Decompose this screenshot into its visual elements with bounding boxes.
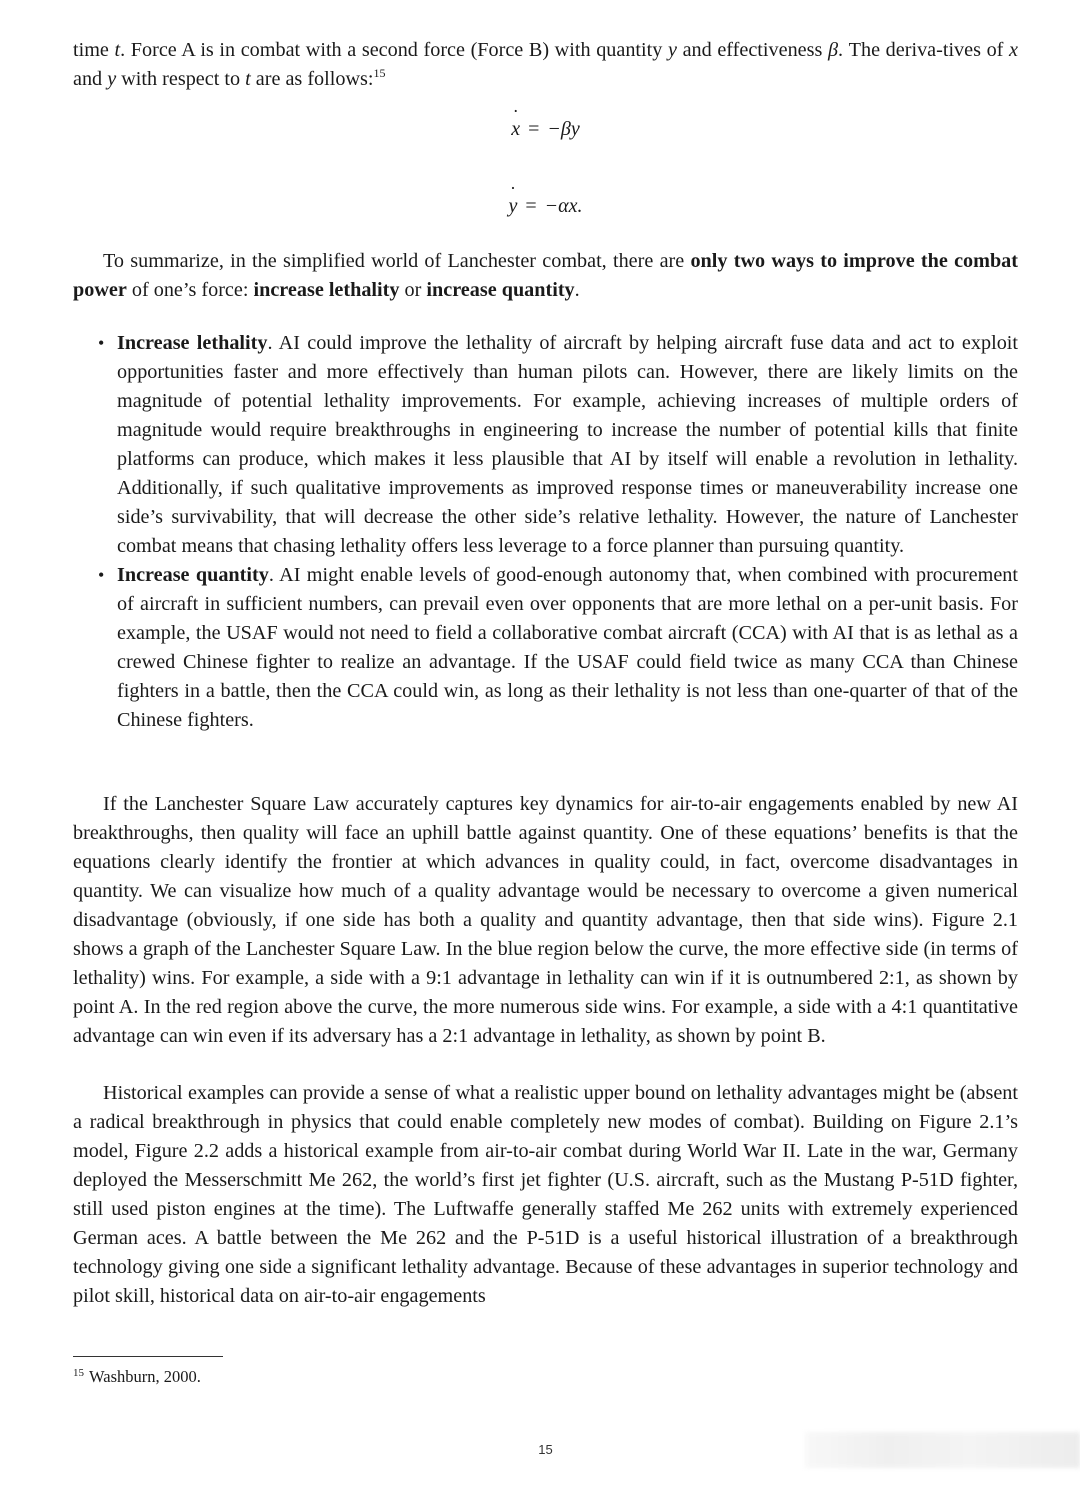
body-paragraph: If the Lanchester Square Law accurately captures key dynamics for air-to-air engagements enabled by new AI breakthroughs, then quality will face an uphill battle against quantity. One of these equations’ benefits is that the equations clearly identify the frontier at which advances in quality could, in fact, overcome disadvantages in quantity. We can visualize how much of a quality advantage would be necessary to overcome a given numerical disadvantage (obviously, if one side has both a quality and quantity advantage, then that side wins). Figure 2.1 shows a graph of the Lanchester Square Law. In the blue region below the curve, the more effective side (in terms of lethality) wins. For example, a side with a 9:1 advantage in lethality can win if it is outnumbered 2:1, as shown by point A. In the red region above the curve, the more numerous side wins. For example, a side with a 4:1 quantitative advantage can win even if its adversary has a 2:1 advantage in lethality, as shown by point B. [73, 793, 1018, 1047]
footnote-number: 15 [73, 1367, 84, 1379]
footnote-divider [73, 1356, 223, 1357]
equation-lhs: ˙ y [508, 195, 517, 218]
intro-text: . Force A is in combat with a second force (Force B) with quantity [120, 39, 668, 61]
variable-t: t [114, 39, 121, 61]
body-paragraph: Historical examples can provide a sense of what a realistic upper bound on lethality advantages might be (absent a radical breakthrough in physics that could enable completely new modes of combat). Building on Figure 2.1’s model, Figure 2.2 adds a historical example from air-to-air combat during World War II. Late in the war, Germany deployed the Messerschmitt Me 262, the world’s first jet fighter (U.S. aircraft, such as the Mustang P-51D fighter, still used piston engines at the time). The Luftwaffe generally staffed Me 262 units with extremely experienced German aces. A battle between the Me 262 and the P-51D is a useful historical illustration of a breakthrough technology giving one side a significant lethality advantage. Because of these advantages in superior technology and pilot skill, historical data on air-to-air engagements [73, 1082, 1018, 1307]
bullet-item-lethality [73, 329, 1018, 561]
summary-text: or [399, 279, 427, 301]
summary-text: of one’s force: [126, 279, 254, 301]
footnote-reference[interactable]: 15 [373, 66, 386, 80]
equation-x-dot [73, 118, 1018, 141]
summary-text: . [574, 279, 580, 301]
variable-beta: β [827, 39, 839, 61]
equation-operator: = [525, 195, 537, 217]
intro-text: and [73, 68, 108, 90]
equation-rhs: −αx. [544, 195, 583, 217]
intro-text: and effectiveness [676, 39, 828, 61]
intro-paragraph [73, 36, 1018, 94]
bullet-item-quantity [73, 561, 1018, 735]
intro-text: with respect to [116, 68, 246, 90]
summary-text: To summarize, in the simplified world of Lanchester combat, there are [103, 250, 691, 272]
equation-lhs: ˙ x [511, 118, 520, 141]
variable-t: t [245, 68, 251, 90]
footnote [73, 1366, 201, 1388]
summary-emphasis: increase lethality [253, 279, 400, 301]
bullet-title: Increase quantity [117, 564, 269, 586]
footnote-text: Washburn, 2000. [89, 1367, 201, 1386]
bullet-title: Increase lethality [117, 332, 268, 354]
variable-y: y [107, 68, 117, 90]
bullet-list [73, 329, 1018, 735]
bullet-body: . AI might enable levels of good-enough autonomy that, when combined with procurement of aircraft in sufficient numbers, can prevail even over opponents that are more lethal on a per-unit basis. For example, the USAF would not need to field a collaborative combat aircraft (CCA) with AI that is as lethal as a crewed Chinese fighter to realize an advantage. If the USAF could field twice as many CCA than Chinese fighters in a battle, then the CCA could win, as long as their lethality is not less than one-quarter of that of the Chinese fighters. [117, 564, 1018, 731]
intro-text: time [73, 39, 115, 61]
bullet-body: . AI could improve the lethality of aircraft by helping aircraft fuse data and act to exploit opportunities faster and more effectively than human pilots can. However, there are likely limits on the magnitude of potential lethality improvements. For example, achieving increases of multiple orders of magnitude would require breakthroughs in engineering to increase the number of potential kills that finite platforms can produce, which makes it less plausible that AI by itself will enable a revolution in lethality. Additionally, if such qualitative improvements as improved response times or maneuverability increase one side’s survivability, that will decrease the other side’s relative lethality. However, the nature of Lanchester combat means that chasing lethality offers less leverage to a force planner than pursuing quantity. [117, 332, 1019, 557]
equation-rhs: −βy [547, 118, 580, 140]
equation-y-dot [73, 195, 1018, 218]
summary-emphasis: increase quantity [426, 279, 575, 301]
variable-x: x [1009, 39, 1018, 61]
intro-text: . The deriva-tives of [838, 39, 1010, 61]
equation-operator: = [528, 118, 540, 140]
summary-paragraph [73, 247, 1018, 305]
blurred-corner-overlay [805, 1432, 1080, 1468]
bullet-icon: • [98, 565, 105, 585]
page-number: 15 [538, 1442, 553, 1457]
variable-y: y [667, 39, 677, 61]
summary-emphasis: only two ways to improve the combat power [73, 250, 1018, 301]
bullet-icon: • [98, 333, 105, 353]
intro-text: are as follows: [250, 68, 374, 90]
